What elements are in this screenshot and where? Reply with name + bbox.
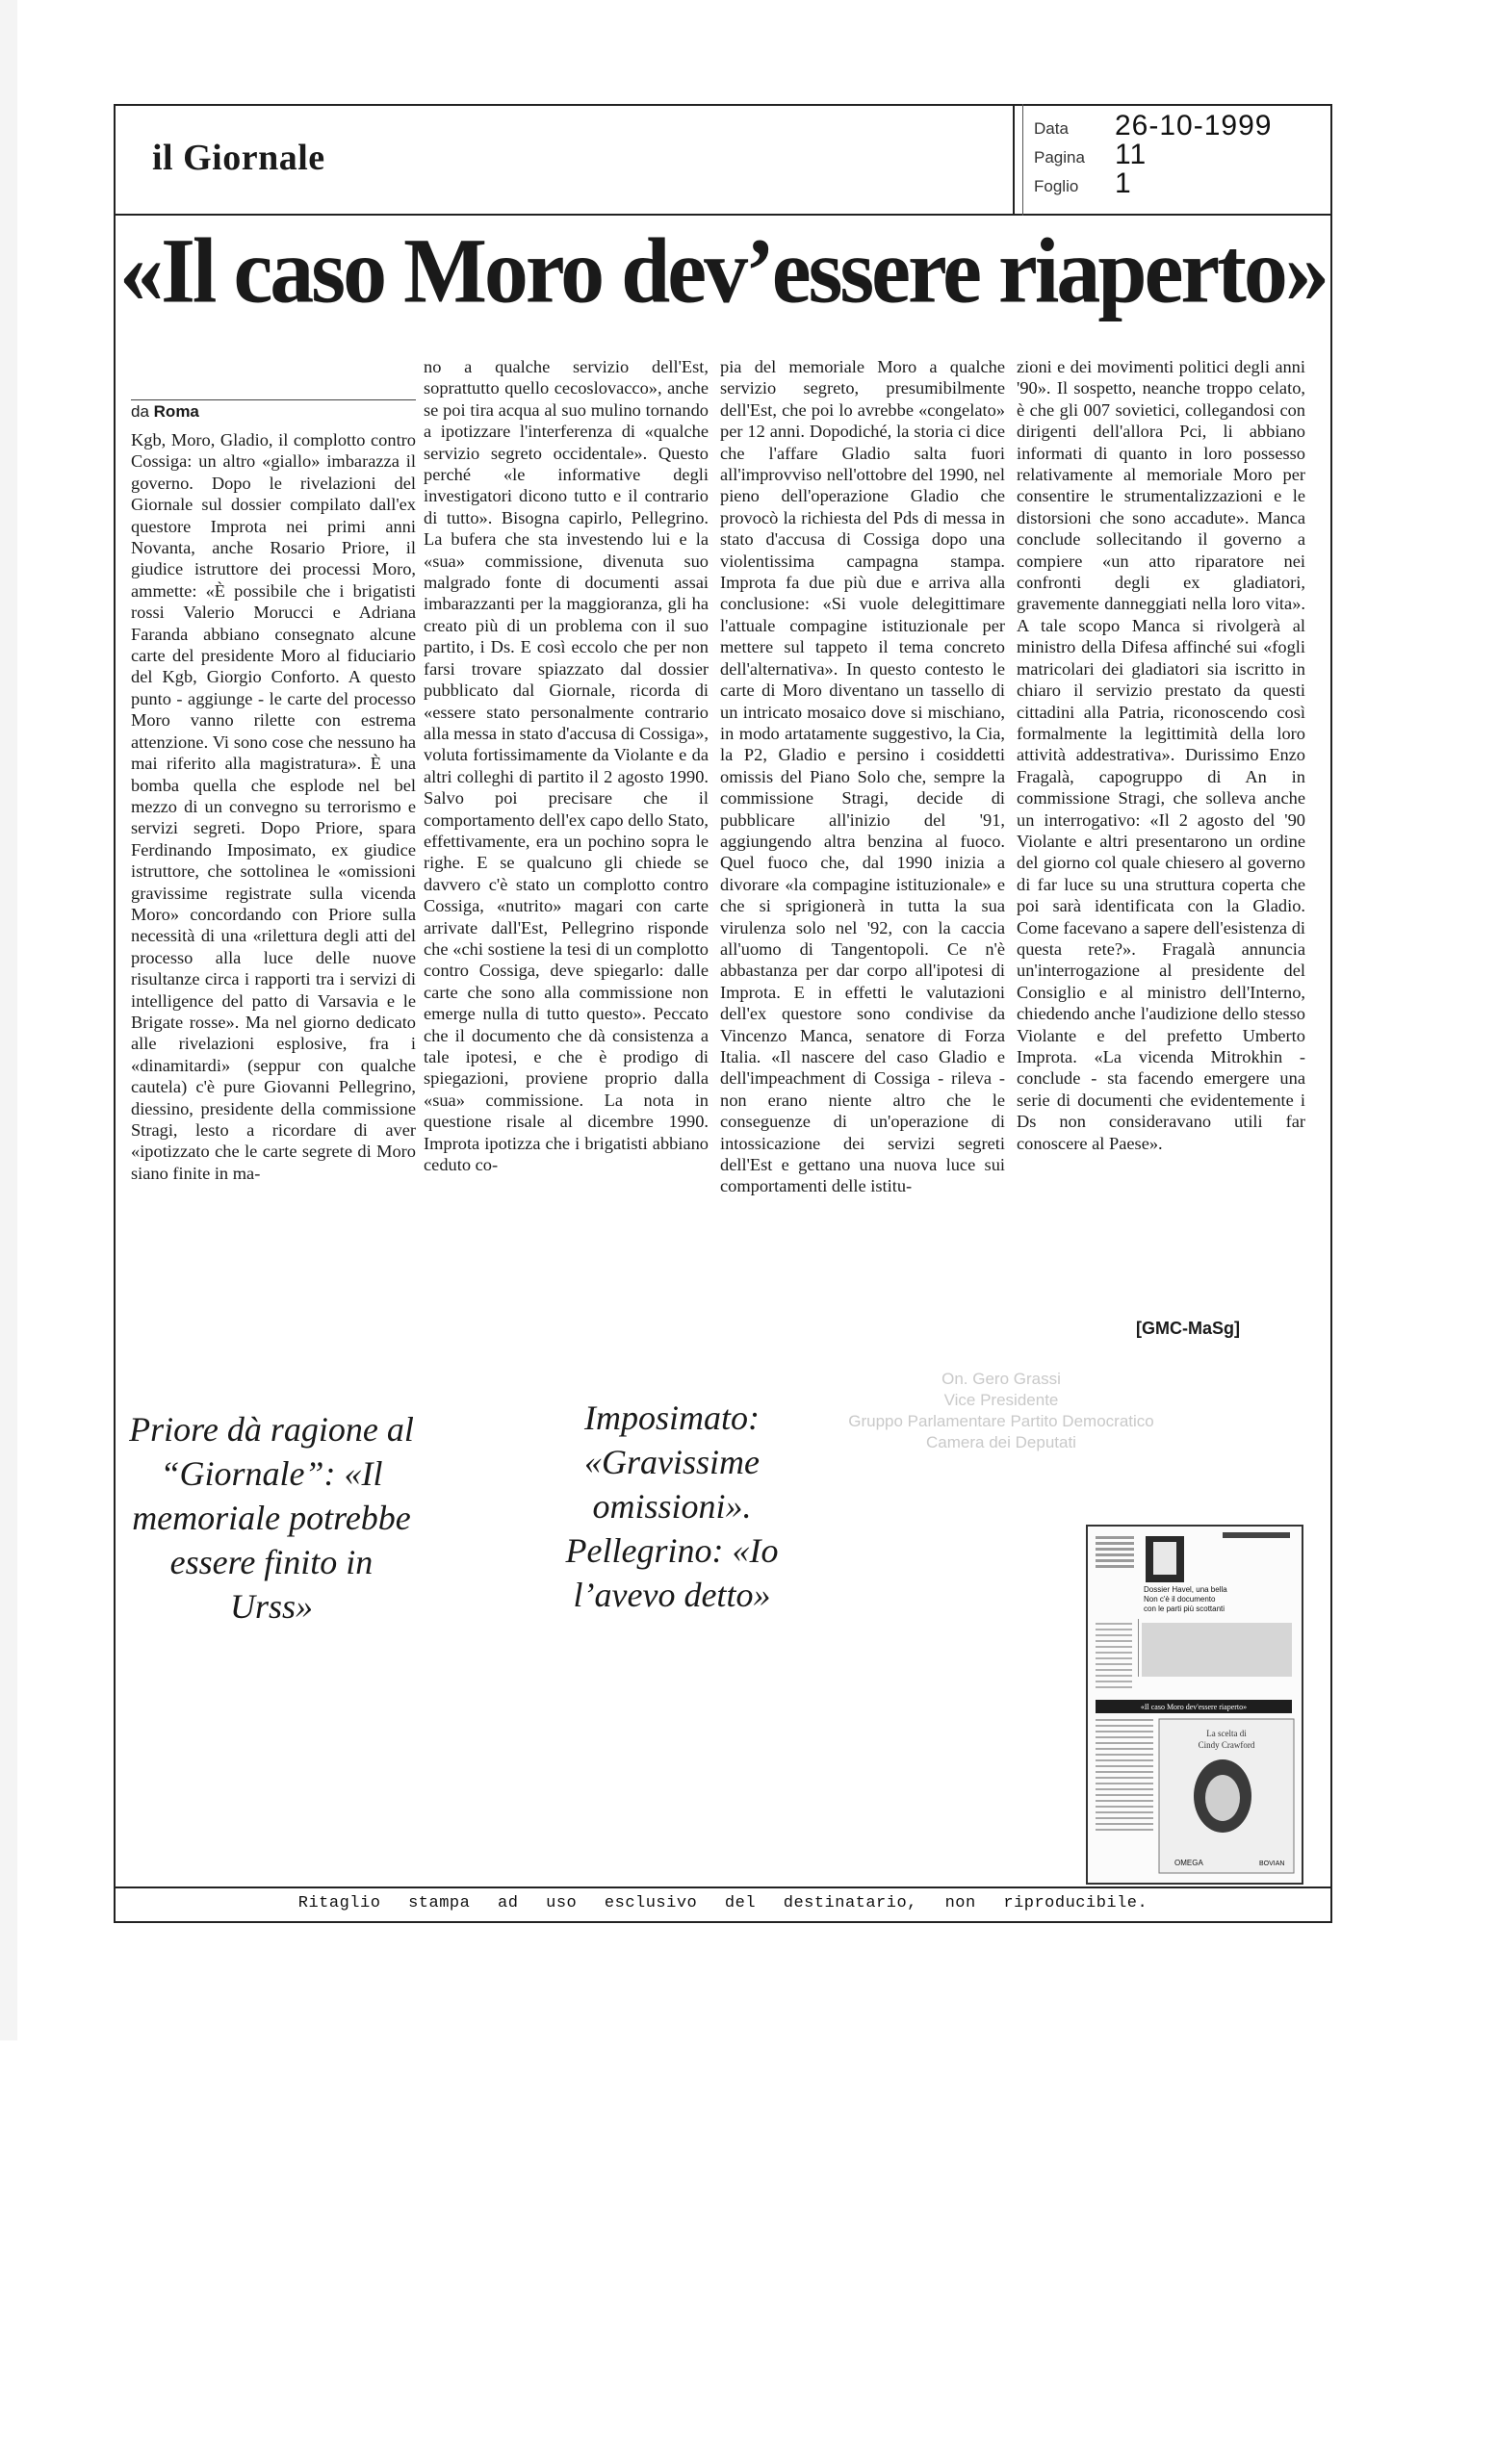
article-column-2: [424, 356, 709, 1175]
thumb-caption-2: Non c'è il documento: [1144, 1595, 1216, 1604]
byline: [131, 402, 199, 422]
column-1-text: Kgb, Moro, Gladio, il complotto contro Cossiga: un altro «giallo» imbarazza il governo. Dopo le rivelazioni del Giornale sul dossier compilato dall'ex questore Improta nei primi anni Novanta, anche Rosario Priore, il giudice istruttore dei processi Moro, ammette: «È possibile che i brigatisti rossi Valerio Morucci e Adriana Faranda abbiano consegnato alcune carte del presidente Moro al fiduciario del Kgb, Giorgio Conforto. A questo punto - aggiunge - le carte del processo Moro vanno rilette con estrema attenzione. Vi sono cose che nessuno ha mai riferito alla magistratura». È una bomba quella che esplode nel bel mezzo di un convegno su terrorismo e servizi segreti. Dopo Priore, spara Ferdinando Imposimato, ex giudice istruttore, che sottolinea le «omissioni gravissime registrate sulla vicenda Moro» concordando con Priore sulla necessità di una «rilettura degli atti del processo alla luce delle nuove risultanze circa i rapporti tra i servizi di intelligence del patto di Varsavia e le Brigate rosse». Ma nel giorno dedicato alle rivelazioni esplosive, fra i «dinamitardi» (seppur con qualche cautela) c'è pure Giovanni Pellegrino, diessino, presidente della commissione Stragi, lesto a ricordare di aver «ipotizzato che le carte segrete di Moro siano finite in ma-: [131, 430, 416, 1183]
thumb-caption-1: Dossier Havel, una bella: [1144, 1585, 1227, 1594]
sheet-label: Foglio: [1034, 177, 1079, 195]
sheet-value: 1: [1115, 167, 1132, 199]
stamp-line-4: Camera dei Deputati: [926, 1433, 1076, 1451]
stamp-line-3: Gruppo Parlamentare Partito Democratico: [848, 1412, 1154, 1430]
column-4-text: zioni e dei movimenti politici degli anni '90». Il sospetto, neanche troppo celato, è che gli 007 sovietici, collegandosi con dirigenti dell'allora Pci, li abbiano informati di quanto in loro possesso relativamente al memoriale Moro per consentire le strumentalizzazioni e le distorsioni che sono accadute». Manca conclude sollecitando il governo a compiere «un atto riparatore nei confronti degli ex gladiatori, gravemente danneggiati nella loro vita». A tale scopo Manca si rivolgerà al ministro della Difesa affinché sui «fogli matricolari dei gladiatori sia iscritto in chiaro il servizio prestato da questi cittadini alla Patria, riconoscendo così formalmente la legittimità della loro attività addestrativa». Durissimo Enzo Fragalà, capogruppo di An in commissione Stragi, che solleva anche un interrogativo: «Il 2 agosto del '90 Violante e altri presentarono un ordine del giorno col quale chiesero al governo di far luce su una struttura coperta che poi sarà identificata con la Gladio. Come facevano a sapere dell'esistenza di questa rete?». Fragalà annuncia un'interrogazione al presidente del Consiglio e al ministro dell'Interno, chiedendo anche l'audizione dello stesso Violante e del prefetto Umberto Improta. «La vicenda Mitrokhin - conclude - sta facendo emergere una serie di documenti che evidentemente i Ds non consideravano utili far conoscere al Paese».: [1017, 357, 1305, 1153]
thumb-brand-left: OMEGA: [1174, 1859, 1203, 1867]
stamp-line-1: On. Gero Grassi: [941, 1370, 1061, 1388]
article-column-1: [131, 429, 416, 1184]
scan-edge-shadow: [0, 0, 17, 2040]
page-thumbnail: [1086, 1525, 1303, 1885]
header-divider: [1013, 104, 1015, 216]
byline-prefix: da: [131, 402, 149, 421]
column-2-text: no a qualche servizio dell'Est, soprattutto quello cecoslovacco», anche se poi tira acqua al suo mulino tornando a ipotizzare l'interferenza di «qualche servizio segreto occidentale». Questo perché «le informative degli investigatori dicono tutto e il contrario di tutto». Bisogna capirlo, Pellegrino. La bufera che sta investendo lui e la «sua» commissione, divenuta suo malgrado fonte di documenti assai imbarazzanti per la maggioranza, gli ha creato più di un problema con il suo partito, i Ds. E così eccolo che per non farsi trovare spiazzato dal dossier pubblicato dal Giornale, ricorda di «essere stato personalmente contrario alla messa in stato d'accusa di Cossiga», voluta fortissimamente da Violante e da altri colleghi di partito il 2 agosto 1990. Salvo poi precisare che il comportamento dell'ex capo dello Stato, effettivamente, era un pochino sopra le righe. E se qualcuno gli chiede se davvero c'è stato un complotto contro Cossiga, «nutrito» magari con carte arrivate dall'Est, Pellegrino risponde che «chi sostiene la tesi di un complotto contro Cossiga, deve spiegarlo: dalle carte che sono alla commissione non emerge nulla di tutto questo». Peccato che il documento che dà consistenza a tale ipotesi, e che è prodigo di spiegazioni, proviene proprio dalla «sua» commissione. La nota in questione risale al dicembre 1990. Improta ipotizza che i brigatisti abbiano ceduto co-: [424, 357, 709, 1175]
pullquote-left: Priore dà ragione al “Giornale”: «Il memoriale potrebbe essere finito in Urss»: [129, 1410, 414, 1626]
thumb-headline: «Il caso Moro dev'essere riaperto»: [1140, 1703, 1248, 1711]
article-column-3: [720, 356, 1005, 1197]
article-signature: [GMC-MaSg]: [1136, 1319, 1240, 1338]
thumb-ad-line-2: Cindy Crawford: [1198, 1740, 1255, 1750]
pullquote-right: Imposimato: «Gravissime omissioni». Pellegrino: «Io l’avevo detto»: [565, 1399, 779, 1614]
article-column-4: [1017, 356, 1305, 1154]
date-label: Data: [1034, 119, 1069, 138]
stamp-line-2: Vice Presidente: [943, 1391, 1059, 1409]
byline-place: Roma: [153, 402, 199, 421]
masthead: il Giornale: [152, 138, 325, 178]
byline-rule: [131, 399, 416, 400]
thumb-brand-right: BOVIAN: [1259, 1861, 1285, 1867]
column-3-text: pia del memoriale Moro a qualche servizio segreto, presumibilmente dell'Est, che poi lo avrebbe «congelato» per 12 anni. Dopodiché, la storia ci dice che l'affare Gladio salta fuori all'improvviso nell'ottobre del 1990, nel pieno dell'operazione Gladio che provocò la richiesta del Pds di messa in stato d'accusa di Cossiga dopo una violentissima campagna stampa. Improta fa due più due e arriva alla conclusione: «Si vuole delegittimare l'attuale compagine istituzionale per mettere sul tappeto il tema concreto dell'alternativa». In questo contesto le carte di Moro diventano un tassello di un intricato mosaico dove si mischiano, in modo artatamente suggestivo, la Cia, la P2, Gladio e persino i cosiddetti omissis del Piano Solo che, sempre la commissione Stragi, decide di pubblicare all'inizio del '91, aggiungendo altra benzina al fuoco. Quel fuoco che, dal 1990 inizia a divorare «la compagine istituzionale» e che si sprigionerà in tutta la sua virulenza solo nel '92, con la caccia all'uomo di Tangentopoli. Ce n'è abbastanza per dar corpo all'ipotesi di Improta. E in effetti le valutazioni dell'ex questore sono condivise da Vincenzo Manca, senatore di Forza Italia. «Il nascere del caso Gladio e dell'impeachment di Cossiga - rileva - non erano niente altro che le conseguenze di un'operazione di intossicazione dei servizi segreti dell'Est e gettano una nuova luce sui comportamenti delle istitu-: [720, 357, 1005, 1196]
watermark-stamp: [799, 1369, 1203, 1453]
article-headline: «Il caso Moro dev’essere riaperto»: [119, 218, 1327, 322]
thumb-caption-3: con le parti più scottanti: [1144, 1604, 1225, 1613]
page-value: 11: [1115, 139, 1148, 170]
thumb-ad-line-1: La scelta di: [1206, 1729, 1247, 1738]
footer-disclaimer: Ritaglio stampa ad uso esclusivo del destinatario, non riproducibile.: [297, 1894, 1148, 1912]
page-label: Pagina: [1034, 148, 1085, 167]
thumbnail-page-image: [1088, 1527, 1302, 1883]
date-value: 26-10-1999: [1115, 110, 1273, 141]
header-divider-inner: [1022, 104, 1023, 216]
